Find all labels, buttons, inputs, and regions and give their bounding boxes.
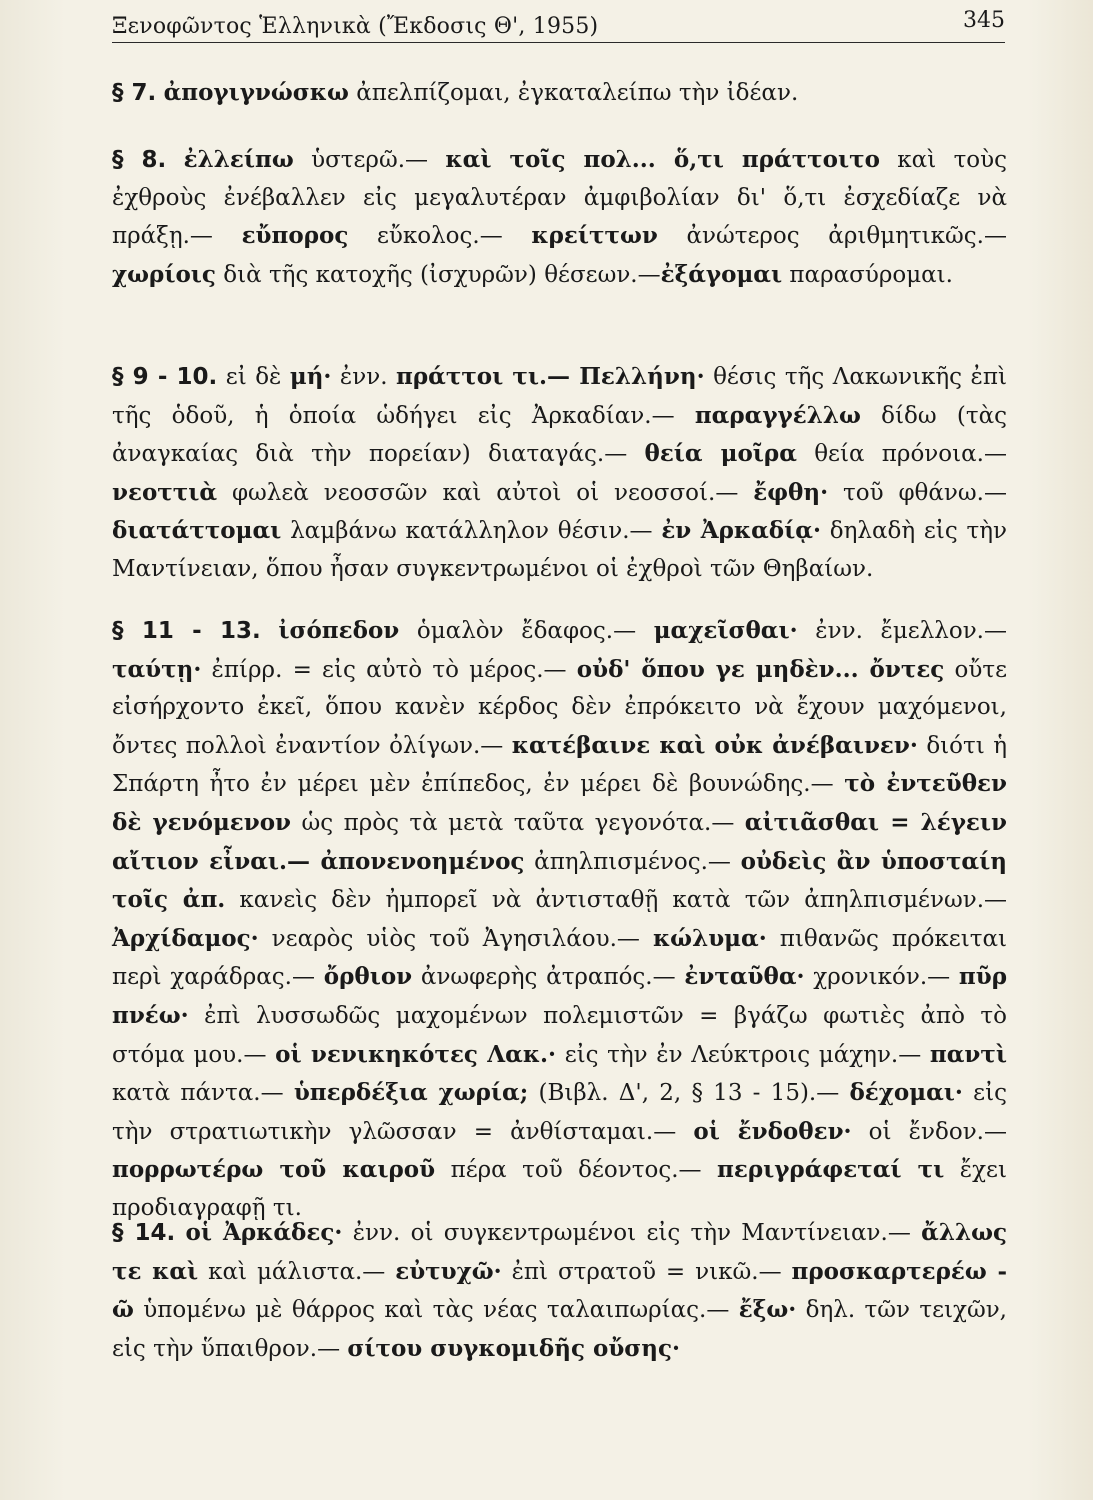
section-number: § 14. (112, 1220, 176, 1246)
section-number: § 9 - 10. (112, 364, 218, 390)
glossary-headword: ταύτῃ· (112, 655, 202, 683)
glossary-definition: ἀπηλπισμένος.— (524, 848, 741, 875)
glossary-headword: ἐξάγομαι (660, 260, 783, 288)
glossary-headword: σίτου συγκομιδῆς οὔσης· (347, 1334, 680, 1362)
glossary-definition: (Βιβλ. Δ', 2, § 13 - 15).— (528, 1080, 850, 1107)
glossary-definition: ὡς πρὸς τὰ μετὰ ταῦτα γεγονότα.— (291, 809, 745, 836)
glossary-headword: οἱ ἔνδοθεν· (693, 1117, 852, 1145)
glossary-definition: καὶ μάλιστα.— (198, 1258, 396, 1285)
glossary-headword: Ἀρχίδαμος· (112, 924, 259, 952)
section-11-13 (112, 612, 1007, 1228)
section-number: § 11 - 13. (112, 618, 261, 644)
glossary-definition: καὶ τοὺς ἐχθροὺς ἐνέβαλλεν εἰς μεγαλυτέραν ἀμφιβολίαν δι' ὅ,τι ἐσχεδίαζε νὰ πράξῃ.— (112, 147, 1008, 250)
running-head-title: Ξενοφῶντος Ἑλληνικὰ (Ἔκδοσις Θ', 1955) (112, 14, 599, 39)
glossary-definition: δηλ. τῶν τειχῶν, εἰς τὴν ὕπαιθρον.— (112, 1297, 1007, 1362)
glossary-definition: εἰ δὲ (225, 364, 290, 390)
glossary-definition: πέρα τοῦ δέοντος.— (435, 1157, 717, 1184)
glossary-definition: ἐπὶ στρατοῦ = νικῶ.— (501, 1258, 792, 1285)
section-7 (112, 74, 1007, 113)
glossary-headword: νεοττιὰ (112, 478, 218, 506)
glossary-headword: οἱ νενικηκότες Λακ.· (275, 1040, 557, 1068)
glossary-definition: ἐνν. οἱ συγκεντρωμένοι εἰς τὴν Μαντίνειαν.— (342, 1220, 922, 1246)
glossary-headword: εὐτυχῶ· (395, 1257, 502, 1285)
glossary-headword: παραγγέλλω (694, 401, 861, 429)
glossary-definition: ἀνωφερὴς ἀτραπός.— (412, 964, 685, 991)
glossary-definition: ἐνν. (331, 364, 397, 390)
running-head (112, 6, 1005, 43)
glossary-headword: καὶ τοῖς πολ... ὅ,τι πράττοιτο (445, 146, 880, 173)
glossary-definition: κανεὶς δὲν ἠμπορεῖ νὰ ἀντισταθῇ κατὰ τῶν ἀπηλπισμένων.— (225, 887, 1008, 914)
glossary-headword: ἐλλείπω (183, 146, 294, 173)
glossary-definition: νεαρὸς υἱὸς τοῦ Ἀγησιλάου.— (258, 925, 653, 952)
glossary-headword: οὐδ' ὅπου γε μηδὲν... ὄντες (576, 655, 945, 683)
glossary-definition: οἱ ἔνδον.— (851, 1118, 1007, 1145)
section-number: § 7. (112, 80, 157, 106)
glossary-headword: τὸ ἐντεῦθεν δὲ γενόμενον (112, 770, 1007, 836)
glossary-definition: θέσις τῆς Λακωνικῆς ἐπὶ τῆς ὁδοῦ, ἡ ὁποία ὡδήγει εἰς Ἀρκαδίαν.— (112, 364, 1008, 429)
glossary-headword: κρείττων (531, 222, 658, 250)
glossary-headword: παντὶ (929, 1040, 1007, 1068)
section-14 (112, 1214, 1007, 1368)
glossary-headword: πῦρ πνέω· (112, 963, 1007, 1029)
glossary-headword: ἀπογιγνώσκω (163, 79, 349, 106)
glossary-headword: κώλυμα· (652, 924, 767, 952)
glossary-headword: ἄλλως τε καὶ (112, 1219, 1007, 1285)
glossary-definition: φωλεὰ νεοσσῶν καὶ αὐτοὶ οἱ νεοσσοί.— (217, 479, 754, 506)
glossary-definition: παρασύρομαι. (782, 261, 953, 288)
glossary-definition: διὰ τῆς κατοχῆς (ἰσχυρῶν) θέσεων.— (215, 261, 661, 288)
glossary-headword: κατέβαινε καὶ οὐκ ἀνέβαινεν· (511, 731, 918, 759)
glossary-definition: εἰς τὴν στρατιωτικὴν γλῶσσαν = ἀνθίσταμαι.— (112, 1080, 1007, 1145)
glossary-definition: ἐπὶ λυσσωδῶς μαχομένων πολεμιστῶν = βγάζω φωτιὲς ἀπὸ τὸ στόμα μου.— (112, 1002, 1007, 1068)
glossary-definition: ἐνν. ἔμελλον.— (797, 618, 1007, 644)
glossary-definition: χρονικόν.— (804, 964, 959, 991)
glossary-headword: αἰτιᾶσθαι = λέγειν αἴτιον εἶναι.— ἀπονενοημένος (112, 808, 1007, 875)
glossary-headword: μαχεῖσθαι· (653, 617, 798, 644)
glossary-definition: ἀνώτερος ἀριθμητικῶς.— (657, 223, 1007, 250)
glossary-headword: διατάττομαι (112, 517, 282, 545)
glossary-definition: ἔχει προδιαγραφῇ τι. (112, 1157, 1007, 1221)
glossary-definition: διότι ἡ Σπάρτη ἦτο ἐν μέρει μὲν ἐπίπεδος, ἐν μέρει δὲ βουνώδης.— (112, 732, 1007, 798)
glossary-definition: θεία πρόνοια.— (796, 441, 1007, 468)
section-8 (112, 141, 1007, 294)
glossary-definition: ὁμαλὸν ἔδαφος.— (399, 618, 654, 644)
glossary-definition: ἀπελπίζομαι, ἐγκαταλείπω τὴν ἰδέαν. (348, 80, 799, 106)
glossary-headword: πράττοι τι.— Πελλήνη· (396, 363, 705, 390)
glossary-headword: ἰσόπεδον (278, 617, 400, 644)
glossary-definition: δηλαδὴ εἰς τὴν Μαντίνειαν, ὅπου ἦσαν συγκεντρωμένοι οἱ ἐχθροὶ τῶν Θηβαίων. (112, 518, 1007, 582)
glossary-headword: ὑπερδέξια χωρία; (293, 1079, 529, 1107)
glossary-headword: οὐδεὶς ἂν ὑποσταίη τοῖς ἀπ. (112, 847, 1007, 914)
section-number: § 8. (112, 147, 167, 173)
glossary-definition: οὔτε εἰσήρχοντο ἐκεῖ, ὅπου κανὲν κέρδος δὲν ἐπρόκειτο νὰ ἔχουν μαχόμενοι, ὄντες πολλοὶ ἐναντίον ὀλίγων.— (112, 656, 1007, 759)
glossary-headword: εὔπορος (241, 222, 349, 250)
glossary-headword: οἱ Ἀρκάδες· (185, 1219, 343, 1246)
glossary-definition: κατὰ πάντα.— (112, 1080, 294, 1107)
glossary-definition: ἐπίρρ. = εἰς αὐτὸ τὸ μέρος.— (201, 656, 577, 683)
glossary-headword: θεία μοῖρα (644, 440, 797, 468)
glossary-definition: ὑπομένω μὲ θάρρος καὶ τὰς νέας ταλαιπωρίας.— (133, 1297, 739, 1324)
glossary-headword: ὄρθιον (323, 963, 413, 991)
glossary-definition: πιθανῶς πρόκειται περὶ χαράδρας.— (112, 925, 1007, 991)
glossary-headword: πορρωτέρω τοῦ καιροῦ (112, 1156, 436, 1184)
glossary-headword: δέχομαι· (849, 1079, 963, 1107)
glossary-headword: μή· (289, 363, 332, 390)
glossary-headword: ἐν Ἀρκαδίᾳ· (661, 517, 821, 545)
glossary-definition: λαμβάνω κατάλληλον θέσιν.— (281, 518, 662, 545)
glossary-headword: ἔξω· (738, 1296, 797, 1324)
glossary-definition: εὔκολος.— (348, 223, 532, 250)
glossary-definition: εἰς τὴν ἐν Λεύκτροις μάχην.— (556, 1041, 930, 1068)
glossary-headword: περιγράφεταί τι (717, 1156, 945, 1184)
glossary-headword: προσκαρτερέω - ῶ (112, 1257, 1007, 1324)
page-number: 345 (963, 8, 1005, 33)
glossary-headword: ἔφθη· (753, 478, 829, 506)
glossary-headword: χωρίοις (112, 260, 216, 288)
section-9-10 (112, 358, 1007, 589)
glossary-headword: ἐνταῦθα· (684, 963, 805, 991)
glossary-definition: δίδω (τὰς ἀναγκαίας διὰ τὴν πορείαν) διαταγάς.— (112, 402, 1007, 468)
glossary-definition: ὑστερῶ.— (293, 147, 446, 173)
glossary-definition: τοῦ φθάνω.— (828, 479, 1007, 506)
